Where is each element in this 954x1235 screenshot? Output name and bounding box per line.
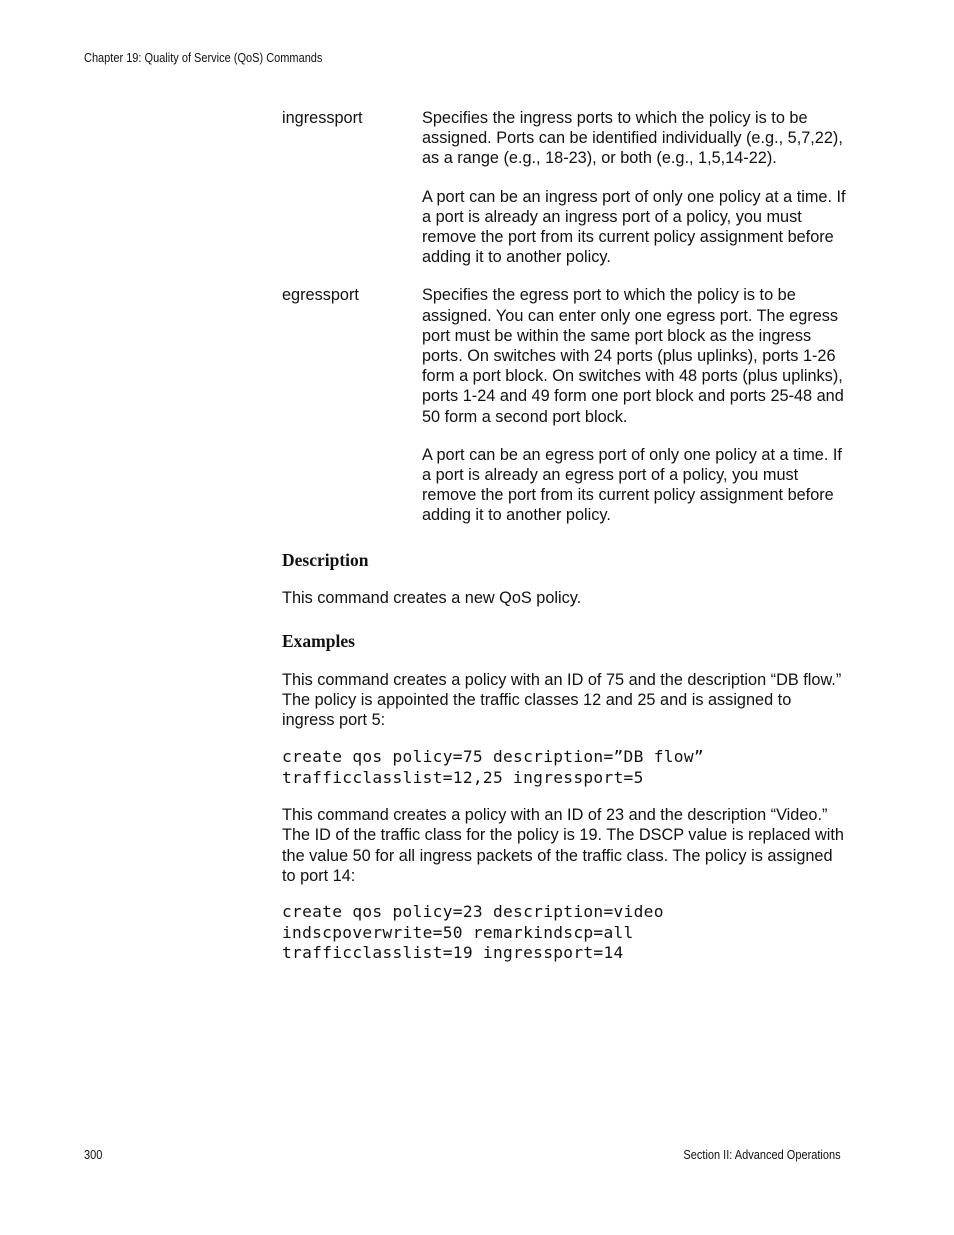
param-paragraph: Specifies the ingress ports to which the policy is to be assigned. Ports can be identified individually (e.g., 5,7,22), as a range (e.g., 18-23), or both (e.g., 1,5,14-22). (422, 109, 843, 168)
description-heading: Description (282, 549, 369, 570)
example-1-text: This command creates a policy with an ID of 75 and the description “DB flow.” The policy is appointed the traffic classes 12 and 25 and is assigned to ingress port 5: (282, 670, 842, 730)
description-text: This command creates a new QoS policy. (282, 588, 582, 607)
example-1-code: create qos policy=75 description=”DB flow” trafficclasslist=12,25 ingressport=5 (282, 747, 704, 787)
param-description (422, 285, 847, 525)
param-name: egressport (282, 286, 359, 305)
page-content (282, 108, 847, 963)
param-name: ingressport (282, 109, 363, 127)
page-number: 300 (84, 1148, 103, 1162)
param-paragraph: A port can be an ingress port of only one policy at a time. If a port is already an ingress port of a policy, you must remove the port from its current policy assignment before adding it to another policy. (422, 187, 846, 267)
param-paragraph: A port can be an egress port of only one policy at a time. If a port is already an egress port of a policy, you must remove the port from its current policy assignment before adding it to another policy. (422, 445, 842, 525)
param-description (422, 108, 847, 267)
param-paragraph: Specifies the egress port to which the policy is to be assigned. You can enter only one egress port. The egress port must be within the same port block as the ingress ports. On switches with 24 ports (plus uplinks), ports 1-26 form a port block. On switches with 48 ports (plus uplinks), ports 1-24 and 49 form one port block and ports 25-48 and 50 form a second port block. (422, 286, 844, 426)
examples-heading: Examples (282, 630, 355, 651)
section-footer: Section II: Advanced Operations (683, 1148, 841, 1162)
running-header: Chapter 19: Quality of Service (QoS) Commands (84, 51, 323, 65)
param-ingressport (282, 108, 847, 267)
example-2-text: This command creates a policy with an ID of 23 and the description “Video.” The ID of the traffic class for the policy is 19. The DSCP value is replaced with the value 50 for all ingress packets of the traffic class. The policy is assigned to port 14: (282, 806, 844, 885)
param-egressport (282, 285, 847, 525)
example-2-code: create qos policy=23 description=video indscpoverwrite=50 remarkindscp=all trafficclasslist=19 ingressport=14 (282, 902, 664, 962)
